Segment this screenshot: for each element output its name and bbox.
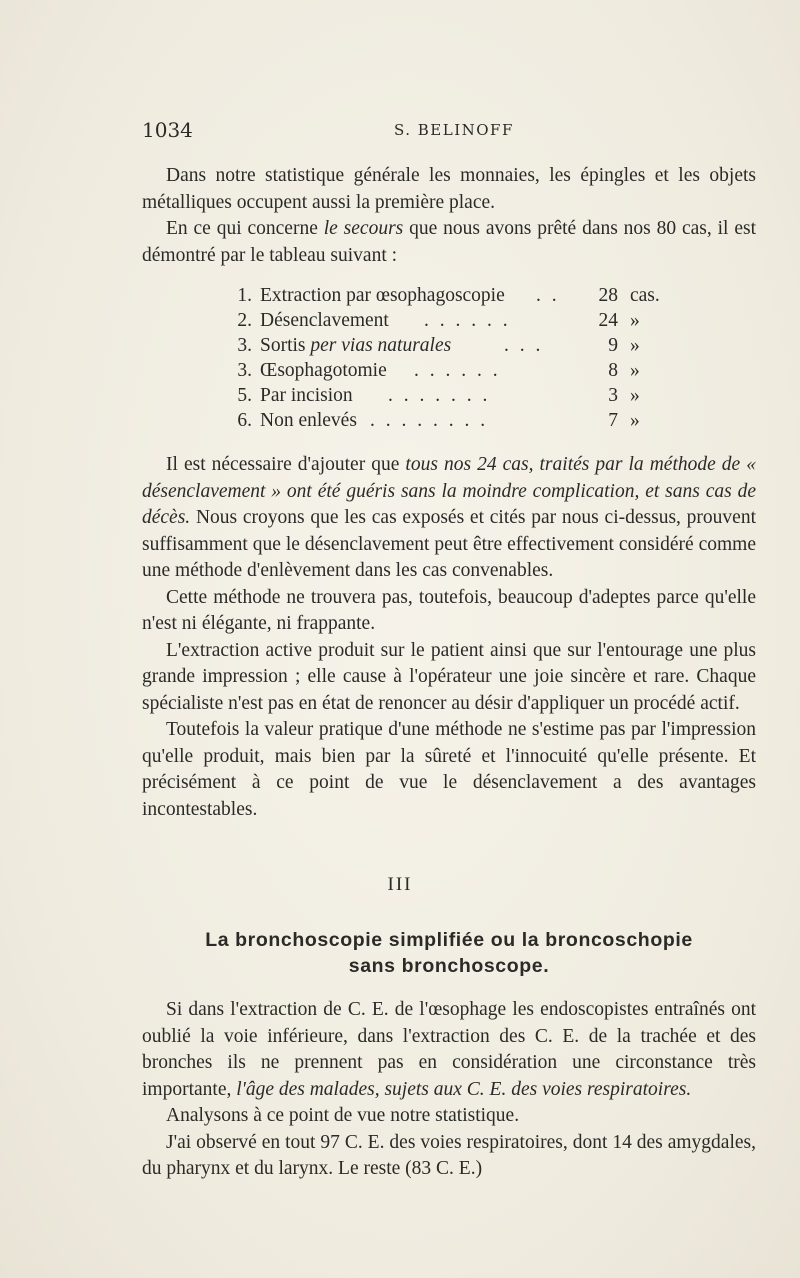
table-row <box>218 308 688 333</box>
paragraph-block-4 <box>142 997 756 1183</box>
row-count: 24 <box>598 310 618 331</box>
row-unit: » <box>630 335 640 356</box>
section-number: III <box>387 874 413 895</box>
italic-text: le secours <box>323 218 404 239</box>
page-header <box>142 118 756 148</box>
paragraph-block-2 <box>142 216 756 269</box>
table-row <box>218 283 688 308</box>
leader-dots: . . . . . . <box>424 310 511 331</box>
text-run: Nous croyons que les cas exposés et cités par nous ci-dessus, prouvent suffisamment que le désenclavement peut être effectivement considéré comme une méthode d'enlèvement dans les cas convenables. <box>142 507 756 581</box>
section-title-line: sans bronchoscope. <box>348 955 550 977</box>
row-label: Non enlevés <box>260 410 357 431</box>
text-run: Sortis <box>260 335 311 356</box>
row-label: Œsophagotomie <box>260 360 387 381</box>
results-table <box>218 283 688 433</box>
paragraph: L'extraction active produit sur le patient ainsi que sur l'entourage une plus grande impression ; elle cause à l'opérateur une joie sincère et rare. Chaque spécialiste n'est pas en état de renoncer au désir d'appliquer un procédé actif. <box>142 639 756 714</box>
table-row <box>218 408 688 433</box>
paragraph: Cette méthode ne trouvera pas, toutefois, beaucoup d'adeptes parce qu'elle n'est ni élégante, ni frappante. <box>142 586 756 634</box>
running-title: S. BELINOFF <box>394 121 514 139</box>
italic-text: l'âge des malades, sujets aux C. E. des voies respiratoires. <box>236 1078 692 1100</box>
row-unit: » <box>630 360 640 381</box>
table-row <box>218 383 688 408</box>
row-number: 2. <box>237 310 252 331</box>
leader-dots: . . . . . . . . <box>370 410 489 431</box>
table-row <box>218 333 688 358</box>
leader-dots: . . . <box>504 335 544 356</box>
text-run: Il est nécessaire d'ajouter que <box>166 454 406 475</box>
leader-dots: . . <box>536 285 560 306</box>
row-number: 5. <box>237 385 252 406</box>
paragraph: Dans notre statistique générale les monnaies, les épingles et les objets métalliques occupent aussi la première place. <box>142 165 756 213</box>
section-title-line: La bronchoscopie simplifiée ou la broncoschopie <box>205 929 693 951</box>
row-label: Désenclavement <box>260 310 389 331</box>
text-run: Si dans l'extraction de C. E. de l'œsophage les endoscopistes entraînés ont oublié la voie inférieure, dans l'extraction des C. E. de la trachée et des bronches ils ne prennent pas en considération une circonstance très importante, <box>142 999 756 1100</box>
row-unit: » <box>630 385 640 406</box>
section-title <box>142 927 756 979</box>
row-label: Extraction par œsophagoscopie <box>260 285 505 306</box>
row-count: 28 <box>598 285 618 306</box>
row-count: 9 <box>608 335 618 356</box>
paragraph-block-3 <box>142 452 756 823</box>
row-count: 7 <box>608 410 618 431</box>
paragraph-block-1 <box>142 163 756 216</box>
text-run: En ce qui concerne <box>166 218 324 239</box>
table-row <box>218 358 688 383</box>
paragraph <box>142 216 756 269</box>
row-number: 6. <box>237 410 252 431</box>
paragraph: Analysons à ce point de vue notre statistique. <box>166 1105 520 1126</box>
page-number: 1034 <box>142 118 193 142</box>
row-count: 3 <box>608 385 618 406</box>
row-number: 1. <box>237 285 252 306</box>
leader-dots: . . . . . . . <box>388 385 491 406</box>
row-unit: cas. <box>630 285 660 306</box>
paragraph <box>142 997 756 1103</box>
row-label <box>260 333 451 358</box>
italic-text: tous nos 24 cas, traités par la méthode de « désenclavement » ont été guéris sans la moindre complication, et sans cas de décès. <box>142 454 756 528</box>
paragraph: Toutefois la valeur pratique d'une méthode ne s'estime pas par l'impression qu'elle produit, mais bien par la sûreté et l'innocuité qu'elle présente. Et précisément à ce point de vue le désenclavement a des avantages incontestables. <box>142 719 756 820</box>
paragraph <box>142 452 756 585</box>
row-number: 3. <box>237 360 252 381</box>
paragraph: J'ai observé en tout 97 C. E. des voies respiratoires, dont 14 des amygdales, du pharynx et du larynx. Le reste (83 C. E.) <box>142 1131 756 1179</box>
italic-text: per vias naturales <box>310 335 452 356</box>
leader-dots: . . . . . . <box>414 360 501 381</box>
row-unit: » <box>630 310 640 331</box>
row-number: 3. <box>237 335 252 356</box>
row-count: 8 <box>608 360 618 381</box>
row-unit: » <box>630 410 640 431</box>
row-label: Par incision <box>260 385 353 406</box>
text-run: que nous avons prêté dans nos 80 cas, il est démontré par le tableau suivant : <box>142 218 757 266</box>
